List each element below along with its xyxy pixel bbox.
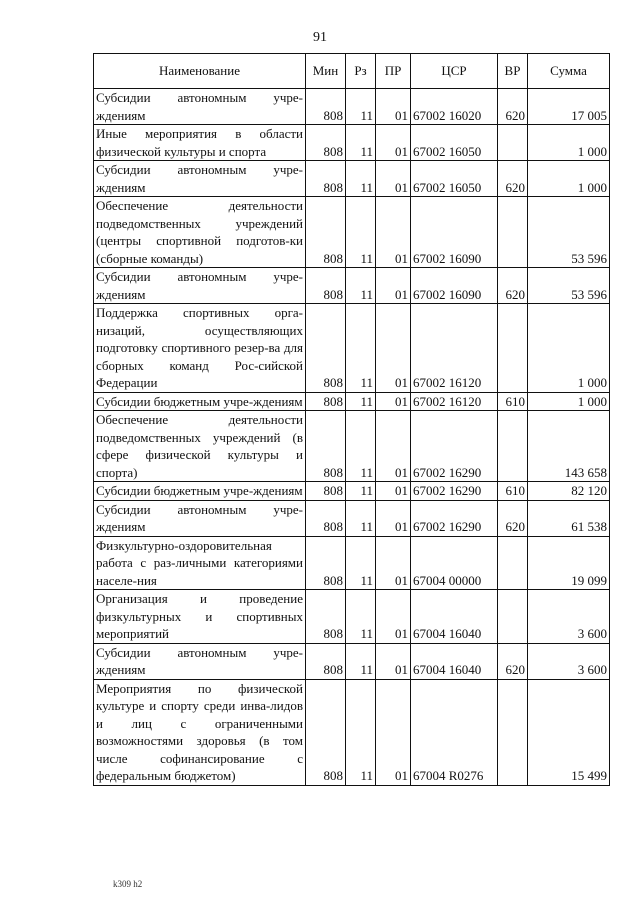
row-csr: 67002 16120: [411, 392, 498, 411]
row-sum: 143 658: [528, 411, 610, 482]
row-vr: 610: [498, 482, 528, 501]
table-row: [94, 500, 610, 536]
row-csr: 67002 16050: [411, 125, 498, 161]
row-min: 808: [306, 161, 346, 197]
row-rz: 11: [346, 197, 376, 268]
row-pr: 01: [376, 643, 411, 679]
table-row: [94, 125, 610, 161]
row-sum: 1 000: [528, 161, 610, 197]
table-row: [94, 679, 610, 785]
row-vr: [498, 679, 528, 785]
row-csr: 67004 16040: [411, 643, 498, 679]
row-min: 808: [306, 392, 346, 411]
row-sum: 53 596: [528, 268, 610, 304]
row-rz: 11: [346, 482, 376, 501]
row-csr: 67002 16090: [411, 197, 498, 268]
row-pr: 01: [376, 411, 411, 482]
row-name: Субсидии автономным учре-ждениям: [94, 643, 306, 679]
table-row: [94, 392, 610, 411]
row-rz: 11: [346, 161, 376, 197]
header-rz: Рз: [346, 54, 376, 89]
row-rz: 11: [346, 304, 376, 393]
row-min: 808: [306, 268, 346, 304]
row-vr: 620: [498, 643, 528, 679]
row-rz: 11: [346, 500, 376, 536]
row-csr: 67002 16120: [411, 304, 498, 393]
row-pr: 01: [376, 536, 411, 590]
row-sum: 1 000: [528, 304, 610, 393]
row-name: Обеспечение деятельности подведомственных учреждений (центры спортивной подготов-ки (сборные команды): [94, 197, 306, 268]
row-pr: 01: [376, 482, 411, 501]
row-pr: 01: [376, 197, 411, 268]
header-csr: ЦСР: [411, 54, 498, 89]
row-min: 808: [306, 536, 346, 590]
row-pr: 01: [376, 125, 411, 161]
row-vr: [498, 536, 528, 590]
table-header-row: [94, 54, 610, 89]
row-sum: 82 120: [528, 482, 610, 501]
row-name: Субсидии автономным учре-ждениям: [94, 89, 306, 125]
row-name: Поддержка спортивных орга-низаций, осуществляющих подготовку спортивного резер-ва для сборных команд Рос-сийской Федерации: [94, 304, 306, 393]
row-vr: [498, 411, 528, 482]
row-min: 808: [306, 304, 346, 393]
row-pr: 01: [376, 304, 411, 393]
row-min: 808: [306, 643, 346, 679]
row-csr: 67002 16290: [411, 482, 498, 501]
row-sum: 15 499: [528, 679, 610, 785]
row-name: Субсидии автономным учре-ждениям: [94, 268, 306, 304]
table-row: [94, 482, 610, 501]
row-vr: [498, 590, 528, 644]
header-min: Мин: [306, 54, 346, 89]
row-rz: 11: [346, 125, 376, 161]
row-sum: 1 000: [528, 125, 610, 161]
row-sum: 3 600: [528, 590, 610, 644]
header-sum: Сумма: [528, 54, 610, 89]
row-min: 808: [306, 89, 346, 125]
row-rz: 11: [346, 643, 376, 679]
row-sum: 3 600: [528, 643, 610, 679]
row-min: 808: [306, 482, 346, 501]
row-pr: 01: [376, 268, 411, 304]
row-sum: 1 000: [528, 392, 610, 411]
row-min: 808: [306, 411, 346, 482]
row-rz: 11: [346, 268, 376, 304]
row-name: Субсидии автономным учре-ждениям: [94, 500, 306, 536]
table-row: [94, 643, 610, 679]
row-rz: 11: [346, 89, 376, 125]
row-min: 808: [306, 125, 346, 161]
row-name: Иные мероприятия в области физической культуры и спорта: [94, 125, 306, 161]
row-pr: 01: [376, 679, 411, 785]
row-vr: 620: [498, 161, 528, 197]
row-rz: 11: [346, 590, 376, 644]
header-pr: ПР: [376, 54, 411, 89]
row-pr: 01: [376, 89, 411, 125]
row-min: 808: [306, 590, 346, 644]
footer-code: k309 h2: [113, 879, 143, 889]
row-rz: 11: [346, 392, 376, 411]
row-csr: 67004 00000: [411, 536, 498, 590]
row-rz: 11: [346, 411, 376, 482]
page-number: 91: [313, 30, 327, 45]
row-name: Субсидии автономным учре-ждениям: [94, 161, 306, 197]
row-vr: 620: [498, 268, 528, 304]
row-vr: 620: [498, 89, 528, 125]
table-row: [94, 304, 610, 393]
table-row: [94, 197, 610, 268]
row-name: Субсидии бюджетным учре-ждениям: [94, 482, 306, 501]
row-vr: 620: [498, 500, 528, 536]
row-sum: 53 596: [528, 197, 610, 268]
header-vr: ВР: [498, 54, 528, 89]
row-pr: 01: [376, 161, 411, 197]
row-sum: 17 005: [528, 89, 610, 125]
table-row: [94, 590, 610, 644]
row-name: Физкультурно-оздоровительная работа с раз-личными категориями населе-ния: [94, 536, 306, 590]
row-vr: [498, 125, 528, 161]
row-min: 808: [306, 197, 346, 268]
row-rz: 11: [346, 679, 376, 785]
row-csr: 67002 16290: [411, 411, 498, 482]
row-name: Обеспечение деятельности подведомственных учреждений (в сфере физической культуры и спорта): [94, 411, 306, 482]
row-pr: 01: [376, 590, 411, 644]
row-vr: [498, 304, 528, 393]
row-csr: 67002 16050: [411, 161, 498, 197]
row-csr: 67004 R0276: [411, 679, 498, 785]
row-pr: 01: [376, 392, 411, 411]
row-csr: 67002 16090: [411, 268, 498, 304]
row-name: Организация и проведение физкультурных и спортивных мероприятий: [94, 590, 306, 644]
row-name: Субсидии бюджетным учре-ждениям: [94, 392, 306, 411]
row-sum: 19 099: [528, 536, 610, 590]
table-row: [94, 268, 610, 304]
row-rz: 11: [346, 536, 376, 590]
row-name: Мероприятия по физической культуре и спорту среди инва-лидов и лиц с ограниченными возможностями здоровья (в том числе софинансирование с федеральным бюджетом): [94, 679, 306, 785]
row-vr: [498, 197, 528, 268]
table-row: [94, 89, 610, 125]
table-row: [94, 411, 610, 482]
row-vr: 610: [498, 392, 528, 411]
table-row: [94, 161, 610, 197]
row-csr: 67004 16040: [411, 590, 498, 644]
row-min: 808: [306, 500, 346, 536]
budget-table: [93, 53, 610, 786]
header-name: Наименование: [94, 54, 306, 89]
table-row: [94, 536, 610, 590]
row-csr: 67002 16020: [411, 89, 498, 125]
row-csr: 67002 16290: [411, 500, 498, 536]
row-pr: 01: [376, 500, 411, 536]
row-sum: 61 538: [528, 500, 610, 536]
row-min: 808: [306, 679, 346, 785]
